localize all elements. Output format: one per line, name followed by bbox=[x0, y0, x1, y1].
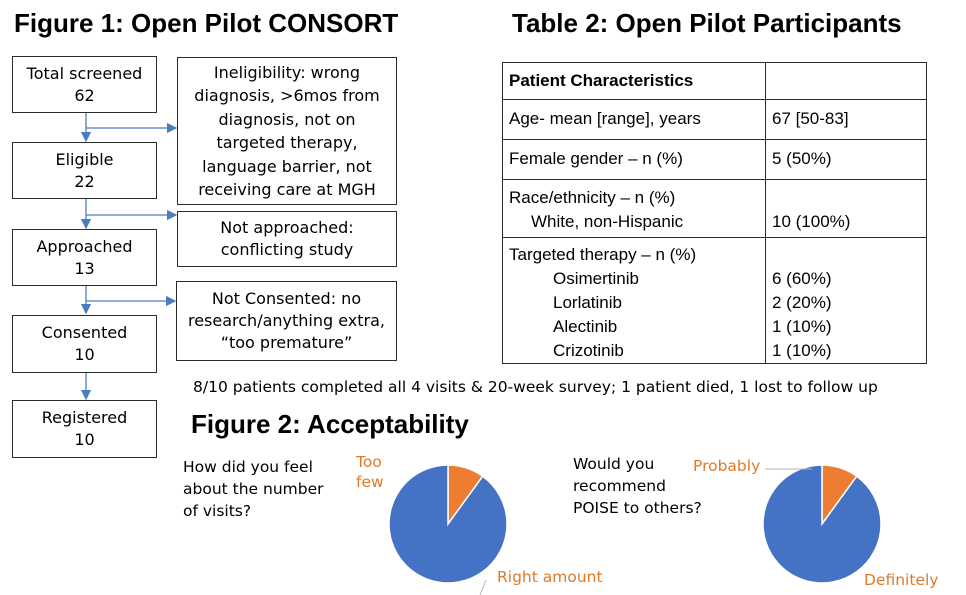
question-line: about the number bbox=[183, 480, 324, 498]
flow-value: 10 bbox=[74, 430, 95, 449]
flow-box-approached bbox=[12, 229, 157, 286]
table-header-row bbox=[503, 63, 927, 100]
row-value: 10 (100%) bbox=[772, 212, 851, 231]
table-header-label: Patient Characteristics bbox=[509, 71, 694, 90]
exclusion-box-ineligibility bbox=[177, 57, 397, 205]
exclusion-line: language barrier, not bbox=[202, 156, 372, 176]
row-label: Race/ethnicity – n (%) bbox=[509, 188, 676, 207]
completion-note: 8/10 patients completed all 4 visits & 20-week survey; 1 patient died, 1 lost to follow up bbox=[193, 378, 878, 396]
row-value: 1 (10%) bbox=[772, 341, 832, 360]
flow-label: Approached bbox=[36, 236, 133, 256]
table-header-cell bbox=[503, 63, 766, 100]
table-header-empty-cell bbox=[766, 63, 927, 100]
table-row bbox=[503, 180, 927, 238]
participants-table bbox=[502, 62, 927, 364]
table-row bbox=[503, 238, 927, 364]
flow-label: Consented bbox=[41, 323, 128, 342]
pie2-label-definitely: Definitely bbox=[864, 571, 939, 589]
row-value bbox=[772, 186, 920, 210]
pie-chart-recommend bbox=[762, 464, 882, 584]
exclusion-box-not-consented bbox=[176, 281, 397, 361]
row-sublabel: Alectinib bbox=[553, 317, 618, 336]
pie1-label-right-amount: Right amount bbox=[497, 568, 603, 586]
flow-value: 22 bbox=[74, 171, 95, 191]
exclusion-line: receiving care at MGH bbox=[198, 180, 376, 199]
table2-title: Table 2: Open Pilot Participants bbox=[512, 8, 902, 38]
exclusion-line: targeted therapy, bbox=[216, 133, 358, 152]
row-label: Age- mean [range], years bbox=[509, 109, 701, 128]
row-value: 2 (20%) bbox=[772, 293, 832, 312]
flow-label: Registered bbox=[41, 408, 128, 427]
flow-value: 10 bbox=[74, 345, 95, 364]
table-row bbox=[503, 100, 927, 140]
exclusion-line: “too premature” bbox=[220, 333, 353, 352]
row-value: 67 [50-83] bbox=[772, 109, 849, 128]
flow-box-eligible bbox=[12, 142, 157, 199]
question-line: Would you bbox=[573, 455, 655, 473]
flow-box-consented bbox=[12, 315, 157, 373]
row-sublabel: White, non-Hispanic bbox=[531, 212, 684, 231]
flow-box-registered bbox=[12, 400, 157, 458]
question-line: recommend bbox=[573, 477, 666, 495]
row-sublabel: Crizotinib bbox=[553, 341, 624, 360]
row-value: 1 (10%) bbox=[772, 317, 832, 336]
exclusion-line: diagnosis, >6mos from bbox=[194, 86, 380, 105]
figure2-title: Figure 2: Acceptability bbox=[191, 409, 469, 439]
row-value: 5 (50%) bbox=[772, 149, 832, 168]
pie-slice-right-amount bbox=[389, 465, 507, 583]
pie-chart-visits bbox=[388, 464, 508, 584]
flow-label: Total screened bbox=[26, 63, 143, 83]
pie-slice-definitely bbox=[763, 465, 881, 583]
question-line: POISE to others? bbox=[573, 499, 702, 517]
exclusion-line: diagnosis, not on bbox=[218, 109, 356, 129]
flow-value: 13 bbox=[74, 258, 95, 278]
row-label: Targeted therapy – n (%) bbox=[509, 245, 697, 264]
row-sublabel: Osimertinib bbox=[553, 269, 639, 288]
flow-value: 62 bbox=[74, 85, 95, 105]
exclusion-box-not-approached bbox=[177, 211, 397, 267]
row-value: 6 (60%) bbox=[772, 269, 832, 288]
exclusion-line: conflicting study bbox=[220, 240, 354, 259]
question-line: of visits? bbox=[183, 502, 252, 520]
figure1-title: Figure 1: Open Pilot CONSORT bbox=[14, 8, 399, 38]
exclusion-line: Not Consented: no bbox=[211, 289, 362, 308]
pie1-question bbox=[183, 456, 324, 522]
exclusion-line: Ineligibility: wrong bbox=[213, 62, 361, 82]
pie1-label-too-few: Too few bbox=[356, 453, 384, 491]
row-label: Female gender – n (%) bbox=[509, 149, 683, 168]
question-line: How did you feel bbox=[183, 458, 313, 476]
pie2-question bbox=[573, 453, 702, 519]
table-row bbox=[503, 140, 927, 180]
row-sublabel: Lorlatinib bbox=[553, 293, 622, 312]
row-value bbox=[772, 243, 920, 267]
exclusion-line: Not approached: bbox=[220, 218, 354, 237]
exclusion-line: research/anything extra, bbox=[187, 311, 386, 330]
flow-label: Eligible bbox=[55, 149, 114, 169]
flow-box-total-screened bbox=[12, 56, 157, 113]
pie2-label-probably: Probably bbox=[693, 457, 761, 475]
